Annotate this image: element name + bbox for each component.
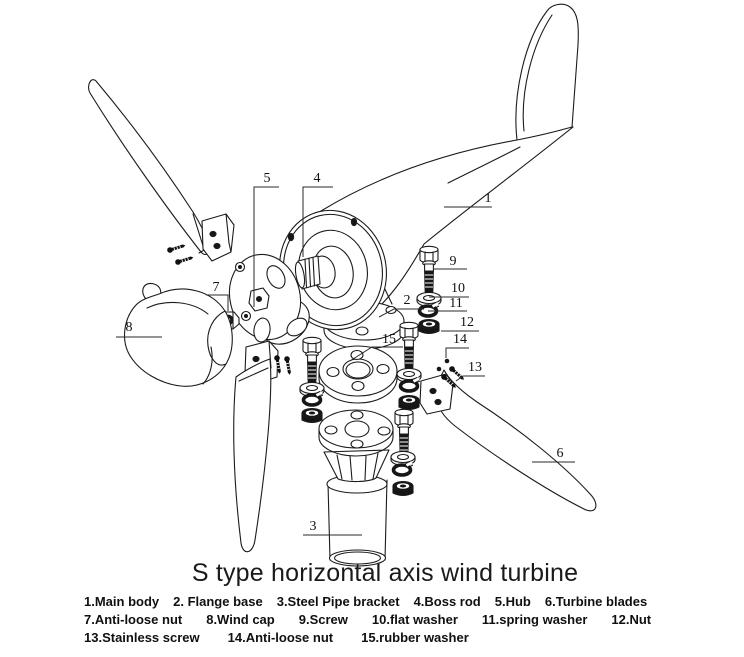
turbine-blade-down [234, 341, 293, 552]
callout-12-number: 12 [460, 315, 474, 330]
nut [399, 396, 419, 410]
callout-7-number: 7 [212, 280, 220, 295]
turbine-blade-right [420, 370, 596, 511]
legend-item-7: 7.Anti-loose nut [84, 612, 183, 627]
legend-item-3: 3.Steel Pipe bracket [276, 594, 400, 609]
callout-11-number: 11 [449, 296, 463, 311]
callout-1-number: 1 [484, 191, 492, 206]
legend-item-6: 6.Turbine blades [544, 594, 648, 609]
callout-14-number: 14 [453, 332, 467, 347]
screw [400, 322, 418, 368]
fastener-column-a [417, 246, 441, 333]
nut-12 [419, 320, 439, 334]
legend-item-15: 15.rubber washer [361, 630, 469, 645]
callout-9-number: 9 [449, 254, 457, 269]
callout-1 [444, 191, 492, 207]
callout-5-number: 5 [263, 171, 271, 186]
callout-6-number: 6 [556, 446, 564, 461]
callout-13 [456, 360, 485, 381]
callout-12 [441, 315, 479, 331]
legend-item-9: 9.Screw [298, 612, 348, 627]
parts-legend [84, 595, 651, 645]
legend-item-4: 4.Boss rod [413, 594, 481, 609]
callout-14 [446, 332, 469, 358]
callout-13-number: 13 [468, 360, 482, 375]
fastener-column-b [391, 322, 421, 495]
nut [393, 482, 413, 496]
screw [395, 409, 413, 455]
fastener-column-c [300, 337, 324, 422]
callout-3 [303, 519, 362, 535]
legend-row-2 [84, 613, 651, 627]
callout-4-number: 4 [313, 171, 321, 186]
legend-item-2: 2. Flange base [173, 594, 263, 609]
callout-10-number: 10 [451, 281, 465, 296]
legend-item-13: 13.Stainless screw [84, 630, 200, 645]
rubber-washer-drawing [319, 346, 397, 403]
diagram-title: S type horizontal axis wind turbine [191, 559, 579, 587]
legend-item-5: 5.Hub [494, 594, 531, 609]
callout-8-number: 8 [125, 320, 133, 335]
legend-item-8: 8.Wind cap [206, 612, 275, 627]
callout-2-number: 2 [403, 293, 411, 308]
turbine-blade-upper-left [89, 80, 234, 266]
stainless-screw [167, 243, 187, 254]
legend-row-3 [84, 631, 651, 645]
callout-3-number: 3 [309, 519, 317, 534]
nut [302, 409, 322, 423]
legend-item-11: 11.spring washer [481, 612, 588, 627]
stainless-screw [175, 255, 195, 266]
wind-cap-drawing [125, 283, 233, 386]
legend-item-1: 1.Main body [84, 594, 160, 609]
callout-15-number: 15 [382, 332, 396, 347]
stainless-screw [284, 356, 293, 375]
legend-item-14: 14.Anti-loose nut [227, 630, 334, 645]
steel-pipe-bracket-drawing [319, 410, 393, 566]
screw [303, 337, 321, 383]
legend-item-10: 10.flat washer [371, 612, 458, 627]
legend-row-1 [84, 595, 651, 609]
legend-item-12: 12.Nut [611, 612, 652, 627]
